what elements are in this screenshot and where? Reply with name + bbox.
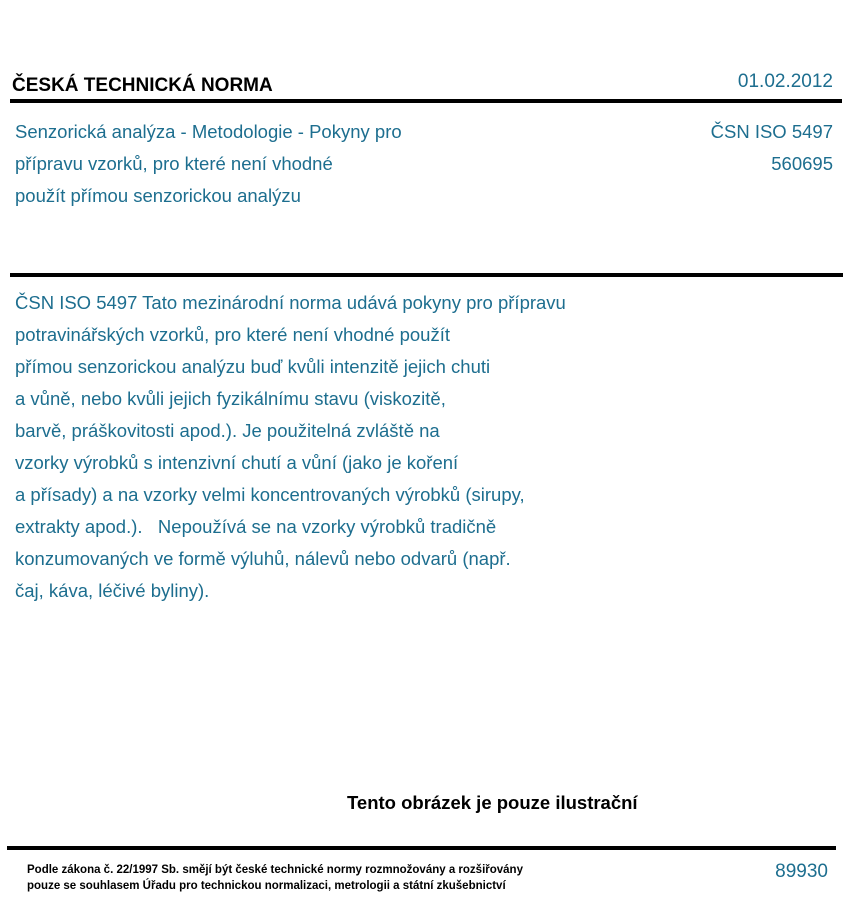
standard-title-line: Senzorická analýza - Metodologie - Pokyny pro (15, 121, 402, 142)
section-divider (10, 273, 843, 277)
abstract-line: barvě, práškovitosti apod.). Je použitelná zvláště na (15, 420, 440, 441)
standard-title-line: použít přímou senzorickou analýzu (15, 185, 301, 206)
standard-identifiers (711, 116, 833, 180)
issue-date: 01.02.2012 (737, 71, 833, 92)
abstract-line: přímou senzorickou analýzu buď kvůli intenzitě jejich chuti (15, 356, 491, 377)
abstract-line: čaj, káva, léčivé byliny). (15, 580, 210, 601)
abstract-line: potravinářských vzorků, pro které není vhodné použít (15, 324, 450, 345)
document-header-title: ČESKÁ TECHNICKÁ NORMA (12, 75, 273, 96)
abstract-text (15, 287, 566, 607)
legal-notice-line: Podle zákona č. 22/1997 Sb. smějí být české technické normy rozmnožovány a rozšiřovány (27, 864, 523, 876)
abstract-line: konzumovaných ve formě výluhů, nálevů nebo odvarů (např. (15, 548, 511, 569)
legal-notice (27, 862, 523, 894)
abstract-line: ČSN ISO 5497 Tato mezinárodní norma udává pokyny pro přípravu (15, 292, 566, 313)
standard-designation: ČSN ISO 5497 (710, 121, 833, 142)
footer-divider (7, 846, 836, 850)
catalog-number: 89930 (775, 861, 828, 882)
illustrative-notice: Tento obrázek je pouze ilustrační (347, 792, 638, 813)
abstract-line: extrakty apod.). Nepoužívá se na vzorky výrobků tradičně (15, 516, 497, 537)
classification-code: 560695 (771, 153, 833, 174)
abstract-line: a vůně, nebo kvůli jejich fyzikálnímu stavu (viskozitě, (15, 388, 446, 409)
header-divider (10, 99, 842, 103)
legal-notice-line: pouze se souhlasem Úřadu pro technickou normalizaci, metrologii a státní zkušebnictví (27, 880, 506, 892)
abstract-line: vzorky výrobků s intenzivní chutí a vůní (jako je koření (15, 452, 459, 473)
standard-title (15, 116, 402, 212)
standard-title-line: přípravu vzorků, pro které není vhodné (15, 153, 333, 174)
abstract-line: a přísady) a na vzorky velmi koncentrovaných výrobků (sirupy, (15, 484, 525, 505)
